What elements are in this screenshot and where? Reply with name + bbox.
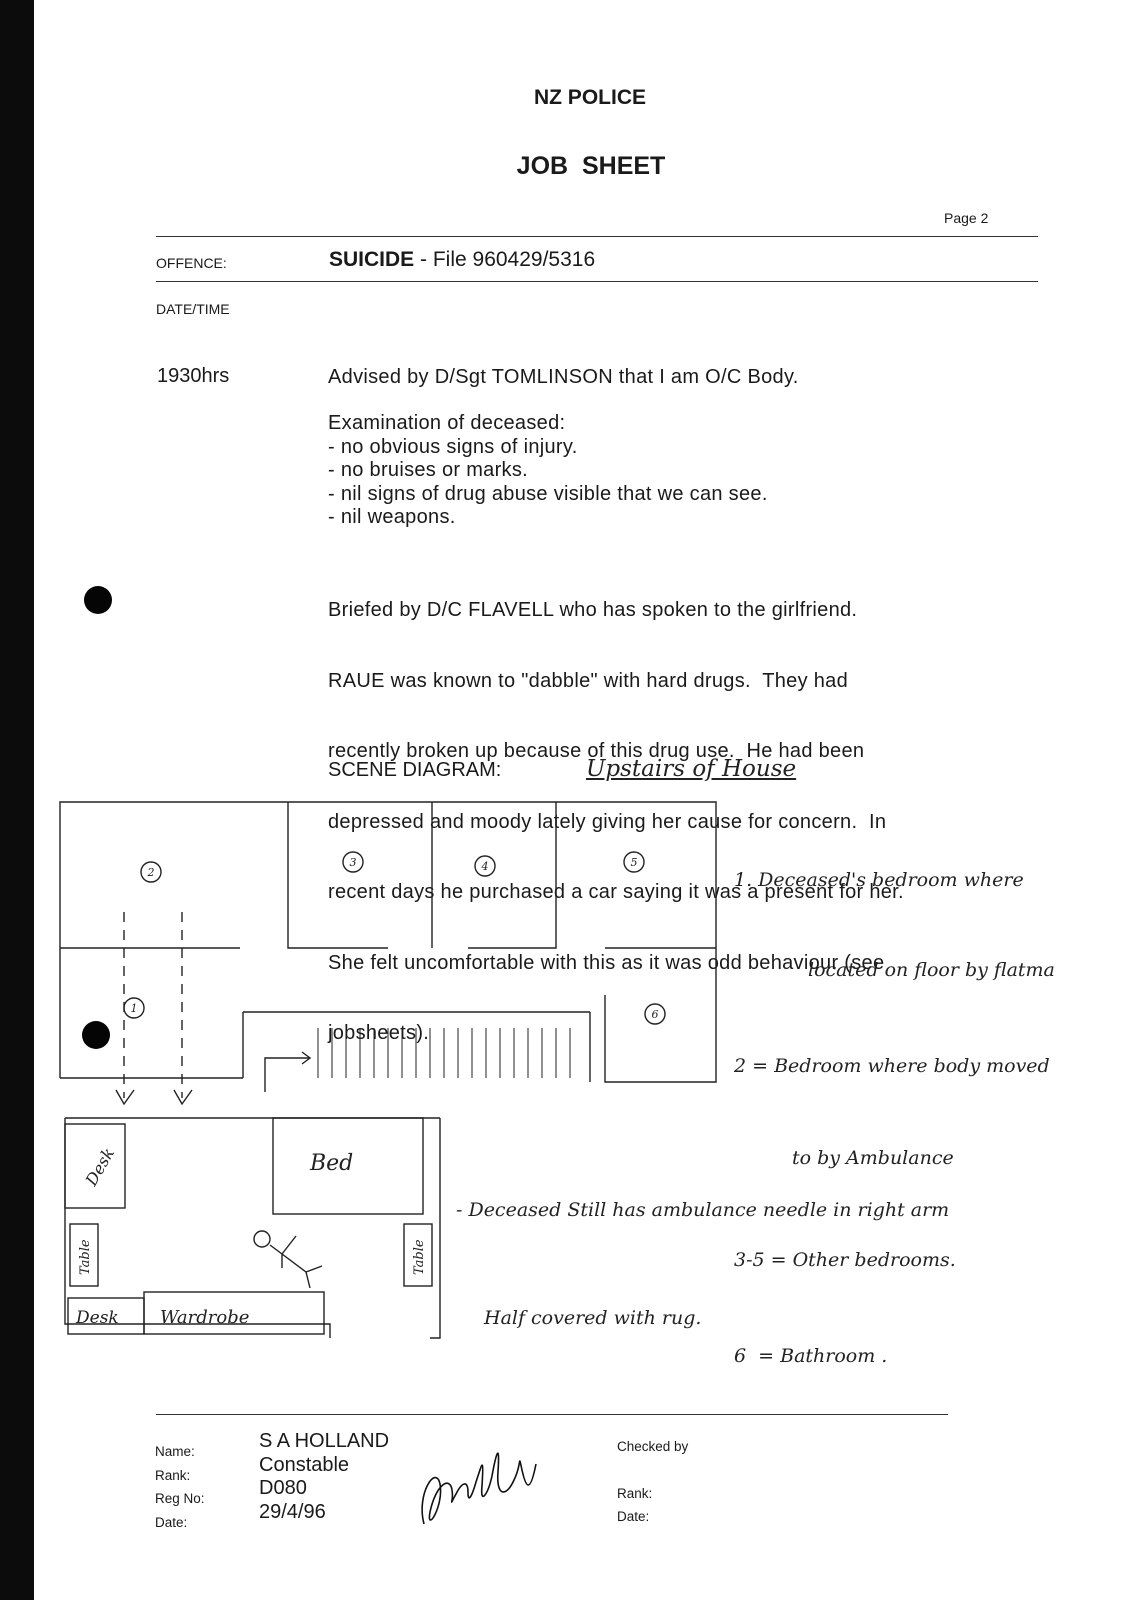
room-item-label: Desk	[81, 1144, 119, 1189]
room-item-label: Table	[412, 1239, 427, 1275]
legend-line: 2 = Bedroom where body moved	[734, 1055, 1050, 1077]
legend-line: located on floor by flatma	[808, 959, 1055, 981]
datetime-label: DATE/TIME	[156, 301, 230, 317]
legend-line: 3-5 = Other bedrooms.	[734, 1249, 956, 1271]
page-title: JOB SHEET	[516, 152, 666, 180]
room-number: 4	[481, 860, 489, 873]
room-number: 3	[349, 856, 357, 869]
note-line: - Deceased Still has ambulance needle in right arm	[456, 1199, 950, 1221]
entry-time: 1930hrs	[157, 365, 230, 387]
exam-item: - no bruises or marks.	[328, 459, 528, 481]
officer-regno: D080	[259, 1477, 307, 1499]
brief-line: RAUE was known to "dabble" with hard drugs. They had	[328, 669, 849, 692]
offence-file: - File 960429/5316	[414, 248, 596, 271]
diagram-note	[456, 1120, 949, 1372]
exam-heading: Examination of deceased:	[328, 412, 566, 434]
checked-rank-label: Rank:	[617, 1486, 653, 1501]
officer-name: S A HOLLAND	[259, 1430, 390, 1452]
brief-line: recent days he purchased a car saying it was a present for her.	[328, 881, 904, 903]
brief-line: recently broken up because of this drug use. He had been	[328, 740, 865, 762]
brief-line: Briefed by D/C FLAVELL who has spoken to the girlfriend.	[328, 599, 858, 621]
brief-line: She felt uncomfortable with this as it was odd behaviour (see	[328, 951, 885, 974]
exam-item: - nil weapons.	[328, 506, 456, 528]
officer-date: 29/4/96	[259, 1500, 326, 1523]
room-number: 1	[130, 1002, 138, 1015]
exam-item: - nil signs of drug abuse visible that we can see.	[328, 482, 768, 505]
exam-item: - no obvious signs of injury.	[328, 435, 578, 458]
offence-label: OFFENCE:	[156, 255, 227, 271]
room-number: 5	[630, 856, 638, 869]
room-item-label: Table	[78, 1239, 93, 1275]
officer-rank: Constable	[259, 1453, 350, 1476]
brief-line: depressed and moody lately giving her cause for concern. In	[328, 810, 887, 833]
legend-line: to by Ambulance	[792, 1147, 954, 1169]
room-item-label: Bed	[310, 1151, 354, 1176]
room-number: 2	[147, 866, 155, 879]
date-label: Date:	[155, 1514, 188, 1530]
diagram-label: SCENE DIAGRAM:	[328, 759, 502, 781]
officer-values	[259, 1430, 389, 1524]
diagram-title: Upstairs of House	[586, 756, 797, 782]
room-item-label: Desk	[76, 1308, 119, 1328]
checked-by-label: Checked by	[617, 1439, 689, 1454]
advised-text: Advised by D/Sgt TOMLINSON that I am O/C Body.	[328, 366, 799, 388]
room-item-label: Wardrobe	[160, 1307, 250, 1328]
divider	[156, 1414, 948, 1415]
legend-line: 6 = Bathroom .	[734, 1345, 888, 1367]
rank-label: Rank:	[155, 1467, 191, 1483]
legend-line: 1. Deceased's bedroom where	[734, 869, 1024, 891]
note-line: Half covered with rug.	[484, 1307, 702, 1329]
org-title: NZ POLICE	[533, 86, 646, 109]
offence-type: SUICIDE	[329, 248, 415, 271]
checked-date-label: Date:	[617, 1509, 650, 1524]
officer-labels	[155, 1440, 205, 1534]
name-label: Name:	[155, 1444, 195, 1459]
room-number: 6	[651, 1008, 659, 1021]
brief-line: jobsheets).	[328, 1022, 430, 1044]
regno-label: Reg No:	[155, 1491, 205, 1506]
signature-image	[406, 1424, 556, 1544]
page-number: Page 2	[944, 210, 989, 226]
